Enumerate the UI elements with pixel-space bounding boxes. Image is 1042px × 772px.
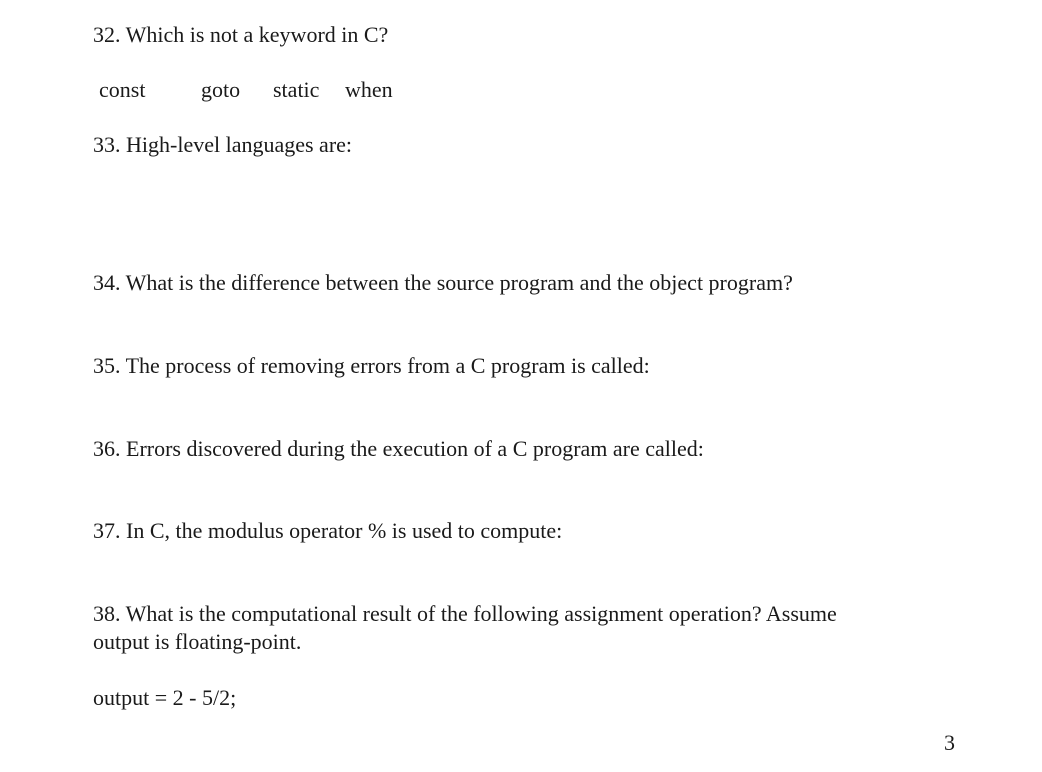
- question-33: 33. High-level languages are:: [93, 132, 353, 157]
- question-32: 32. Which is not a keyword in C?: [93, 22, 389, 47]
- question-34: 34. What is the difference between the source program and the object program?: [93, 270, 793, 295]
- question-38-line-1: 38. What is the computational result of the following assignment operation? Assume: [93, 601, 837, 626]
- question-35: 35. The process of removing errors from a C program is called:: [93, 353, 650, 378]
- option-when: when: [345, 77, 393, 102]
- option-goto: goto: [201, 77, 241, 102]
- question-37: 37. In C, the modulus operator % is used to compute:: [93, 518, 563, 543]
- question-36: 36. Errors discovered during the execution of a C program are called:: [93, 436, 704, 461]
- question-38-expression: output = 2 - 5/2;: [93, 685, 237, 710]
- option-static: static: [273, 77, 320, 102]
- question-38-line-2: output is floating-point.: [93, 629, 302, 654]
- page-number: 3: [944, 730, 955, 755]
- option-const: const: [99, 77, 146, 102]
